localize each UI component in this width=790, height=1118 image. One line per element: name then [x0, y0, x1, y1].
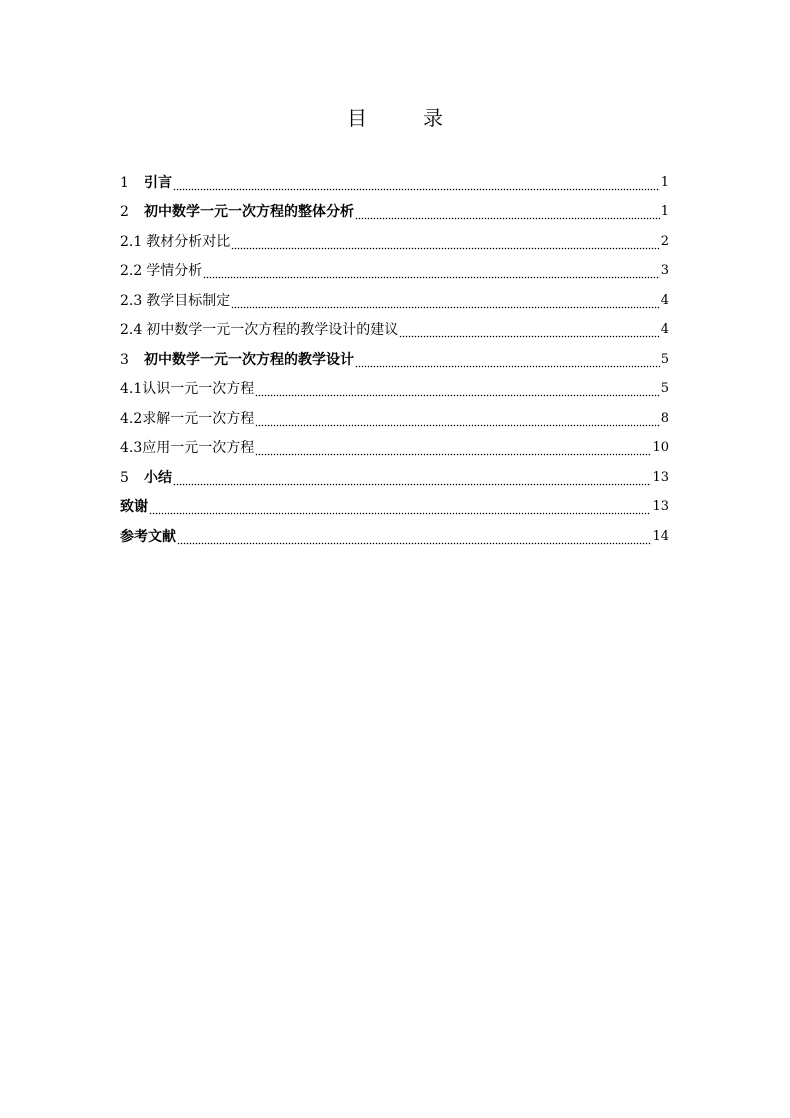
toc-entry-number: 2.3 [120, 292, 143, 309]
toc-entry-title: 应用一元一次方程 [142, 440, 255, 456]
toc-leader-dots [177, 526, 651, 548]
toc-entry-page: 4 [660, 292, 669, 308]
toc-leader-dots [355, 201, 660, 223]
toc-entry-page: 14 [652, 528, 669, 544]
toc-leader-dots [255, 437, 651, 459]
toc-leader-dots [255, 408, 659, 430]
toc-entry-title: 教材分析对比 [146, 233, 231, 250]
toc-leader-dots [255, 378, 659, 400]
toc-leader-dots [399, 319, 659, 341]
toc-entry-title: 学情分析 [146, 263, 203, 279]
toc-entry[interactable] [120, 223, 669, 253]
toc-entry[interactable] [120, 312, 669, 342]
toc-entry-page: 4 [660, 322, 669, 337]
toc-entry[interactable] [120, 518, 669, 548]
toc-entry[interactable] [120, 430, 669, 460]
toc-entry-number: 2.2 [120, 263, 143, 279]
toc-entry-page: 10 [652, 440, 669, 455]
toc-entry-number: 1 [120, 174, 129, 191]
toc-list [120, 164, 669, 548]
toc-entry-title: 参考文献 [120, 528, 176, 545]
toc-entry[interactable] [120, 400, 669, 430]
toc-entry[interactable] [120, 489, 669, 519]
toc-entry-title: 教学目标制定 [146, 292, 231, 309]
toc-entry-number: 3 [120, 351, 129, 368]
toc-entry-title: 初中数学一元一次方程的教学设计的建议 [146, 322, 399, 338]
toc-entry-page: 5 [660, 351, 669, 367]
toc-entry-page: 1 [660, 174, 669, 190]
toc-entry-page: 8 [660, 410, 669, 426]
toc-entry-page: 2 [660, 233, 669, 249]
toc-entry-page: 5 [660, 381, 669, 396]
toc-leader-dots [231, 290, 659, 312]
toc-entry-number: 5 [120, 469, 129, 486]
toc-leader-dots [231, 231, 659, 253]
toc-entry-title: 求解一元一次方程 [142, 410, 255, 427]
toc-title: 目 录 [347, 106, 461, 130]
toc-entry[interactable] [120, 194, 669, 224]
toc-entry-page: 13 [652, 469, 669, 485]
toc-entry-title: 致谢 [120, 499, 148, 515]
toc-entry[interactable] [120, 371, 669, 401]
toc-leader-dots [355, 349, 660, 371]
toc-entry[interactable] [120, 282, 669, 312]
toc-entry-number: 4.2 [120, 410, 143, 427]
toc-leader-dots [173, 172, 660, 194]
toc-entry-title: 引言 [144, 174, 172, 191]
toc-entry-number: 2.1 [120, 233, 143, 250]
toc-entry-title: 初中数学一元一次方程的教学设计 [144, 351, 354, 368]
toc-entry-page: 1 [660, 204, 669, 219]
toc-entry[interactable] [120, 253, 669, 283]
toc-leader-dots [203, 260, 659, 282]
toc-entry-number: 2 [120, 204, 129, 220]
toc-entry-number: 4.1 [120, 381, 143, 397]
toc-entry-title: 初中数学一元一次方程的整体分析 [144, 204, 354, 220]
toc-leader-dots [173, 467, 651, 489]
toc-entry-page: 13 [652, 499, 669, 514]
toc-entry-title: 认识一元一次方程 [142, 381, 255, 397]
toc-entry-title: 小结 [144, 469, 172, 486]
toc-entry[interactable] [120, 341, 669, 371]
toc-entry-number: 2.4 [120, 322, 143, 338]
toc-entry[interactable] [120, 459, 669, 489]
toc-entry[interactable] [120, 164, 669, 194]
toc-leader-dots [149, 496, 651, 518]
toc-entry-page: 3 [660, 263, 669, 278]
toc-entry-number: 4.3 [120, 440, 143, 456]
